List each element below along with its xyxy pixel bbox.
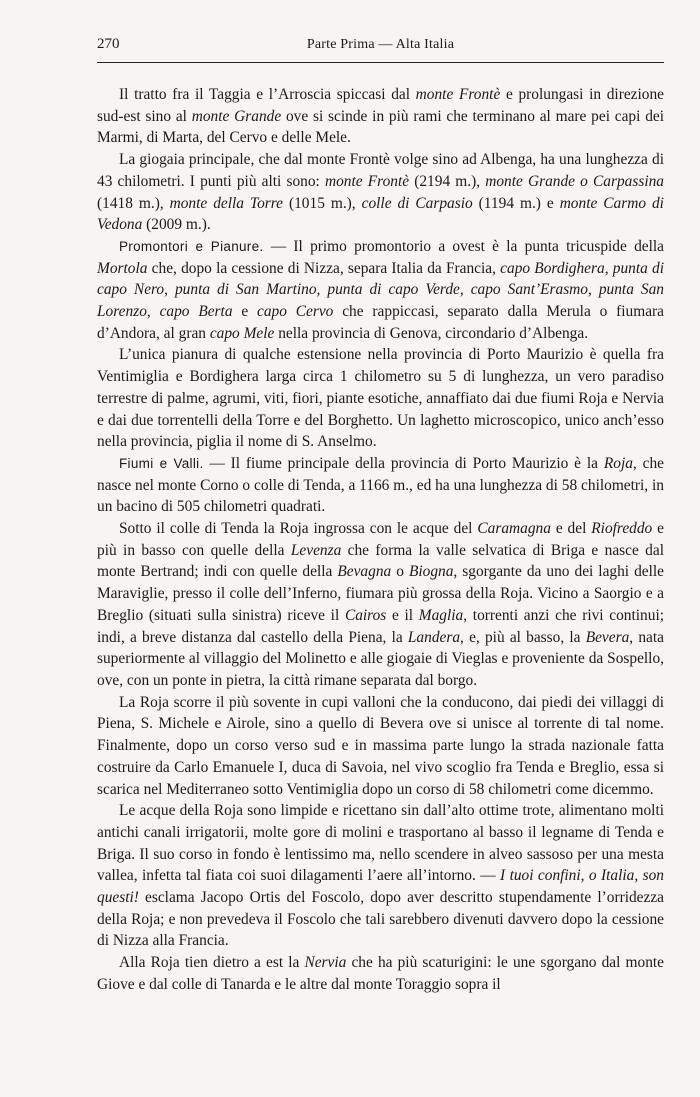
text-run: Le acque della Roja sono limpide e ricettano sin dall’alto ottime trote, alimentano molti antichi canali irrigatorii, molte gore di molini e trasportano al basso il legname di Tenda e Briga. Il suo corso in fondo è lentissimo ma, nello scendere in alveo sassoso per una mesta vallea, infetta tal fiata coi suoi dilagamenti l’aere all’intorno. — (97, 802, 664, 885)
text-run: che forma la valle selvatica di Briga e nasce dal monte Bertrand; indi con quelle della (97, 541, 664, 581)
paragraph (97, 84, 664, 149)
text-run: (1015 m.), (283, 194, 362, 212)
text-run: (1194 m.) e (472, 194, 560, 212)
text-run: L’unica pianura di qualche estensione nella provincia di Porto Maurizio è quella fra Ventimiglia e Bordighera larga circa 1 chilometro su 5 di lunghezza, un vero paradiso terrestre di palme, agrumi, viti, fiori, piante esotiche, annaffiato dai due fiumi Roja e Nervia e dai due torrentelli della Torre e del Borghetto. Un laghetto microscopico, unico anch’esso nella provincia, piglia il nome di S. Anselmo. (97, 346, 664, 451)
italic-term: capo Cervo (257, 303, 334, 321)
italic-term: monte Grande o Carpassina (485, 172, 664, 190)
text-run: e più in basso con quelle della (97, 520, 664, 559)
italic-term: monte della Torre (169, 194, 284, 212)
italic-term: monte Grande (191, 107, 282, 125)
paragraph (97, 453, 664, 518)
text-run: e prolungasi in direzione sud-est sino al (97, 86, 664, 125)
italic-term: Riofreddo (591, 520, 653, 538)
section-heading: Fiumi e Valli. (119, 455, 204, 471)
text-run: (1418 m.), (97, 194, 170, 212)
italic-term: Bevera (585, 628, 630, 646)
paragraph (97, 952, 664, 995)
text-run: , che nasce nel monte Corno o colle di Tenda, a 1166 m., ed ha una lunghezza di 58 chilometri, in un bacino di 505 chilometri quadrati. (97, 454, 664, 516)
paragraph (97, 344, 664, 453)
italic-term: Maglia (418, 606, 464, 624)
italic-term: capo Bordighera, punta di capo Nero, punta di San Martino, punta di capo Verde, capo Sant’Erasmo, punta San Lorenzo, capo Berta (97, 259, 664, 321)
text-run: e (232, 303, 258, 321)
body-text (97, 84, 664, 996)
page-number: 270 (97, 36, 120, 52)
italic-term: capo Mele (209, 324, 275, 342)
italic-term: I tuoi confini, o Italia, son questi! (97, 867, 664, 907)
italic-term: Levenza (290, 541, 342, 559)
text-run: Alla Roja tien dietro a est la (119, 954, 305, 972)
text-run: che ha più scaturigini: le une sgorgano dal monte Giove e dal colle di Tanarda e le altre dal monte Toraggio sopra il (97, 954, 664, 993)
text-run: , torrenti anzi che rivi continui; indi, a breve distanza dal castello della Piena, la (97, 606, 664, 646)
text-run: , nata superiormente al villaggio del Molinetto e alle giogaie di Vieglas e proveniente da Sospello, ove, con un ponte in pietra, la città rimane separata dal borgo. (97, 628, 664, 689)
italic-term: Mortola (97, 259, 148, 277)
text-run: o (391, 563, 409, 581)
italic-term: Caramagna (477, 520, 551, 538)
text-run: , sgorgante da uno dei laghi delle Maraviglie, presso il colle dell’Inferno, fiumara più grossa della Roja. Vicino a Saorgio e a Breglio (situati sulla sinistra) riceve il (97, 563, 665, 624)
italic-term: Biogna (408, 563, 454, 581)
paragraph (97, 149, 664, 236)
running-title: Parte Prima — Alta Italia (306, 37, 455, 52)
italic-term: monte Frontè (415, 86, 501, 103)
text-run: che, dopo la cessione di Nizza, separa Italia da Francia, (147, 259, 501, 277)
page-header (97, 36, 664, 58)
italic-term: Nervia (304, 954, 347, 972)
text-run: La giogaia principale, che dal monte Frontè volge sino ad Albenga, ha una lunghezza di 43 chilometri. I punti più alti sono: (97, 151, 664, 190)
header-rule (97, 62, 664, 63)
text-run: ove si scinde in più rami che terminano al mare pei capi dei Marmi, di Marta, del Cervo e delle Mele. (97, 107, 664, 147)
text-run: — Il fiume principale della provincia di Porto Maurizio è la (203, 454, 604, 472)
text-run: e del (550, 520, 592, 538)
text-run: — Il primo promontorio a ovest è la punta tricuspide della (263, 237, 664, 255)
italic-term: colle di Carpasio (361, 194, 473, 212)
section-heading: Promontori e Pianure. (119, 238, 264, 254)
text-run: La Roja scorre il più sovente in cupi valloni che la conducono, dai piedi dei villaggi di Piena, S. Michele e Airole, sino a quello di Bevera ove si unisce al torrente di tal nome. Finalmente, dopo un corso verso sud e in massima parte lungo la strada nazionale fatta costruire da Carlo Emanuele I, duca di Savoia, nel vivo scoglio fra Tenda e Breglio, essa si scarica nel Mediterraneo sotto Ventimiglia dopo un corso di 58 chilometri come dicemmo. (97, 693, 664, 798)
paragraph (97, 692, 664, 801)
text-run: e il (386, 606, 419, 624)
text-run: esclama Jacopo Ortis del Foscolo, dopo aver descritto stupendamente l’orridezza della Roja; e non prevedeva il Foscolo che tali sarebbero divenuti davvero dopo la cessione di Nizza alla Francia. (97, 889, 664, 950)
paragraph (97, 800, 664, 952)
text-run: , e, più al basso, la (460, 628, 586, 646)
italic-term: Roja (603, 454, 633, 472)
text-run: nella provincia di Genova, circondario d’Albenga. (274, 324, 589, 342)
italic-term: Landera (407, 628, 461, 646)
italic-term: monte Carmo di Vedona (97, 194, 664, 234)
italic-term: Cairos (344, 606, 387, 624)
italic-term: Bevagna (337, 563, 392, 581)
text-run: (2194 m.), (409, 172, 486, 190)
paragraph (97, 236, 664, 345)
text-run: che rappiccasi, separato dalla Merula o fiumara d’Andora, al gran (97, 303, 664, 342)
text-run: (2009 m.). (142, 216, 211, 234)
paragraph (97, 518, 664, 692)
text-run: Il tratto fra il Taggia e l’Arroscia spiccasi dal (119, 86, 416, 103)
italic-term: monte Frontè (324, 172, 410, 190)
text-run: Sotto il colle di Tenda la Roja ingrossa con le acque del (119, 520, 478, 538)
